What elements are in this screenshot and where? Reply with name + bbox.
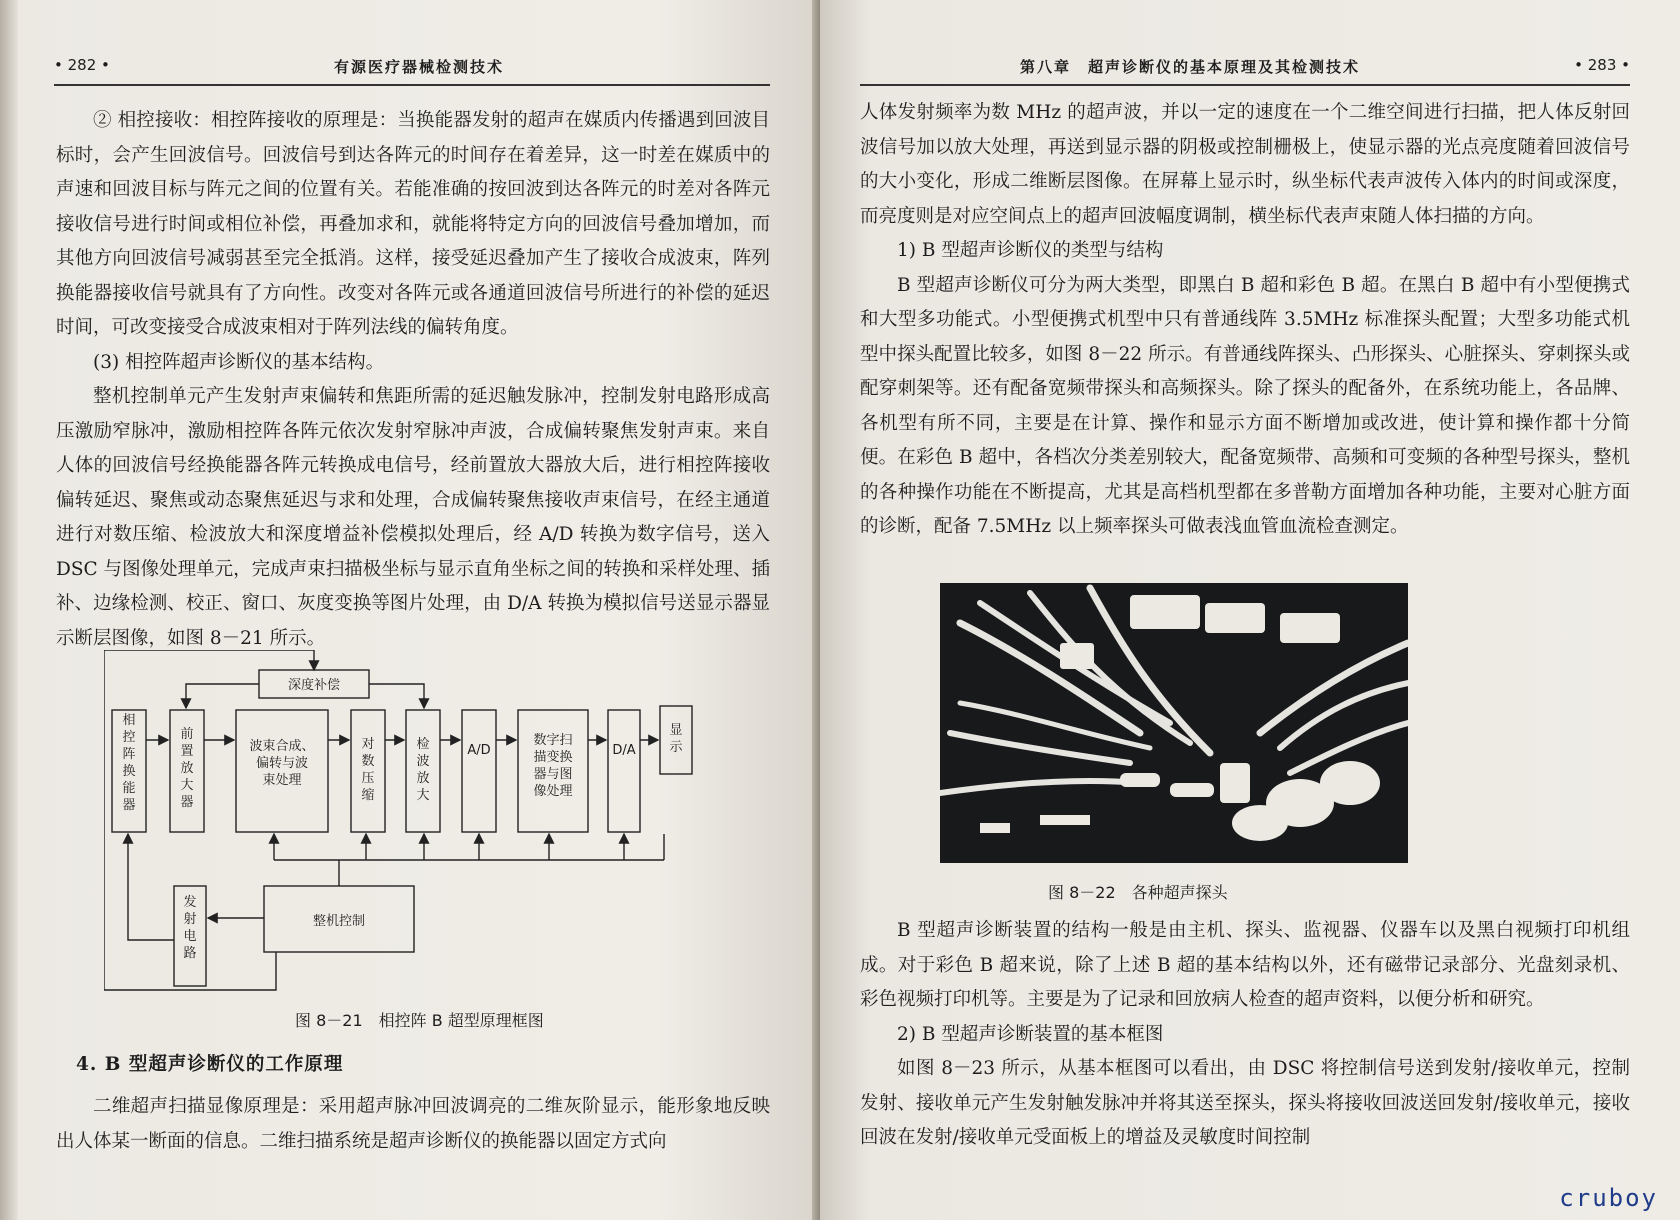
preamp-label: 前置放大器 [180,727,194,810]
block-diagram [104,650,744,1030]
watermark: cruboy [1559,1184,1658,1212]
left-text-block-2 [56,1090,770,1159]
beam-label-line: 波束合成、 [249,739,315,754]
dsc-label [520,732,586,800]
paragraph: 人体发射频率为数 MHz 的超声波，并以一定的速度在一个二维空间进行扫描，把人体反射回波信号加以放大处理，再送到显示器的阴极或控制栅极上，使显示器的光点亮度随着回波信号的大小变化，形成二维断层图像。在屏幕上显示时，纵坐标代表声波传入体内的时间或深度，而亮度则是对应空间点上的超声回波幅度调制，横坐标代表声束随人体扫描的方向。 [860,102,1630,227]
transmit-label: 发射电路 [183,895,197,961]
display-label: 显示 [669,723,683,755]
left-text-block [56,104,770,656]
paragraph: 整机控制单元产生发射声束偏转和焦距所需的延迟触发脉冲，控制发射电路形成高压激励窄脉冲，激励相控阵各阵元依次发射窄脉冲声波，合成偏转聚焦发射声束。来自人体的回波信号经换能器各阵元转换成电信号，经前置放大器放大后，进行相控阵接收偏转延迟、聚焦或动态聚焦延迟与求和处理，合成偏转聚焦接收声束信号，在经主通道进行对数压缩、检波放大和深度增益补偿模拟处理后，经 A/D 转换为数字信号，送入 DSC 与图像处理单元，完成声束扫描极坐标与显示直角坐标之间的转换和采样处理、插补、边缘检测、校正、窗口、灰度变换等图片处理，由 D/A 转换为模拟信号送显示器显示断层图像，如图 8－21 所示。 [56,386,770,649]
ad-label: A/D [467,743,491,758]
header-rule [860,84,1630,86]
right-text-block-2 [860,914,1630,1156]
ad-box [462,710,496,832]
figure-caption: 图 8－21 相控阵 B 超型原理框图 [295,1011,544,1030]
header-rule [54,84,770,86]
beam-label-line: 束处理 [262,773,302,788]
running-title: 有源医疗器械检测技术 [334,58,505,76]
beam-label-line: 偏转与波 [255,756,308,771]
probes-illustration [940,583,1408,863]
da-box [608,710,640,832]
log-label: 对数压缩 [361,737,375,803]
right-page-header [860,46,1630,86]
left-page [0,0,820,1220]
right-page [820,0,1680,1220]
paragraph: ② 相控接收：相控阵接收的原理是：当换能器发射的超声在媒质内传播遇到回波目标时，会产生回波信号。回波信号到达各阵元的时间存在着差异，这一时差在媒质中的声速和回波目标与阵元之间的位置有关。若能准确的按回波到达各阵元的时差对各阵元接收信号进行时间或相位补偿，再叠加求和，就能将特定方向的回波信号叠加增加，而其他方向回波信号减弱甚至完全抵消。这样，接受延迟叠加产生了接收合成波束，阵列换能器接收信号就具有了方向性。改变对各阵元或各通道回波信号所进行的补偿的延迟时间，可改变接受合成波束相对于阵列法线的偏转角度。 [56,110,770,338]
figure-caption: 图 8－22 各种超声探头 [1048,883,1228,902]
page-edge [0,0,18,1220]
dsc-label-line: 数字扫 [533,733,573,748]
detect-label: 检波放大 [416,737,430,803]
paragraph: B 型超声诊断装置的结构一般是由主机、探头、监视器、仪器车以及黑白视频打印机组成。对于彩色 B 超来说，除了上述 B 超的基本结构以外，还有磁带记录部分、光盘刻录机、彩色视频打印机等。主要是为了记录和回放病人检查的超声资料，以便分析和研究。 [860,920,1630,1010]
page-number: • 282 • [54,56,110,74]
probe-photo [940,583,1408,863]
page-number: • 283 • [1574,56,1630,74]
section-heading: 4. B 型超声诊断仪的工作原理 [76,1054,344,1075]
left-page-header [54,46,770,86]
paragraph: B 型超声诊断仪可分为两大类型，即黑白 B 超和彩色 B 超。在黑白 B 超中有小型便携式和大型多功能式。小型便携式机型中只有普通线阵 3.5MHz 标准探头配置；大型多功能式机型中探头配置比较多，如图 8－22 所示。有普通线阵探头、凸形探头、心脏探头、穿刺探头或配穿刺架等。还有配备宽频带探头和高频探头。除了探头的配备外，在系统功能上，各品牌、各机型有所不同，主要是在计算、操作和显示方面不断增加或改进，使计算和操作都十分简便。在彩色 B 超中，各档次分类差别较大，配备宽频带、高频和可变频的各种型号探头，整机的各种操作功能在不断提高，尤其是高档机型都在多普勒方面增加各种功能，主要对心脏方面的诊断，配备 7.5MHz 以上频率探头可做表浅血管血流检查测定。 [860,274,1630,537]
right-text-block [860,96,1630,545]
paragraph: 二维超声扫描显像原理是：采用超声脉冲回波调亮的二维灰阶显示，能形象地反映出人体某一断面的信息。二维扫描系统是超声诊断仪的换能器以固定方式向 [56,1096,770,1152]
control-label: 整机控制 [312,914,365,929]
beam-label [238,738,326,789]
transducer-label: 相控阵换能器 [122,713,136,813]
da-label: D/A [612,743,636,758]
depth-comp-label: 深度补偿 [287,678,341,693]
dsc-label-line: 像处理 [533,784,573,799]
paragraph: 2) B 型超声诊断装置的基本框图 [897,1023,1164,1045]
dsc-label-line: 描变换 [533,750,573,765]
running-title: 第八章 超声诊断仪的基本原理及其检测技术 [1020,58,1361,76]
paragraph: 如图 8－23 所示，从基本框图可以看出，由 DSC 将控制信号送到发射/接收单元，控制发射、接收单元产生发射触发脉冲并将其送至探头，探头将接收回波送回发射/接收单元，接收回波在发射/接收单元受面板上的增益及灵敏度时间控制 [860,1058,1630,1148]
dsc-label-line: 器与图 [533,767,573,782]
paragraph: 1) B 型超声诊断仪的类型与结构 [897,240,1164,261]
paragraph: (3) 相控阵超声诊断仪的基本结构。 [93,351,385,373]
